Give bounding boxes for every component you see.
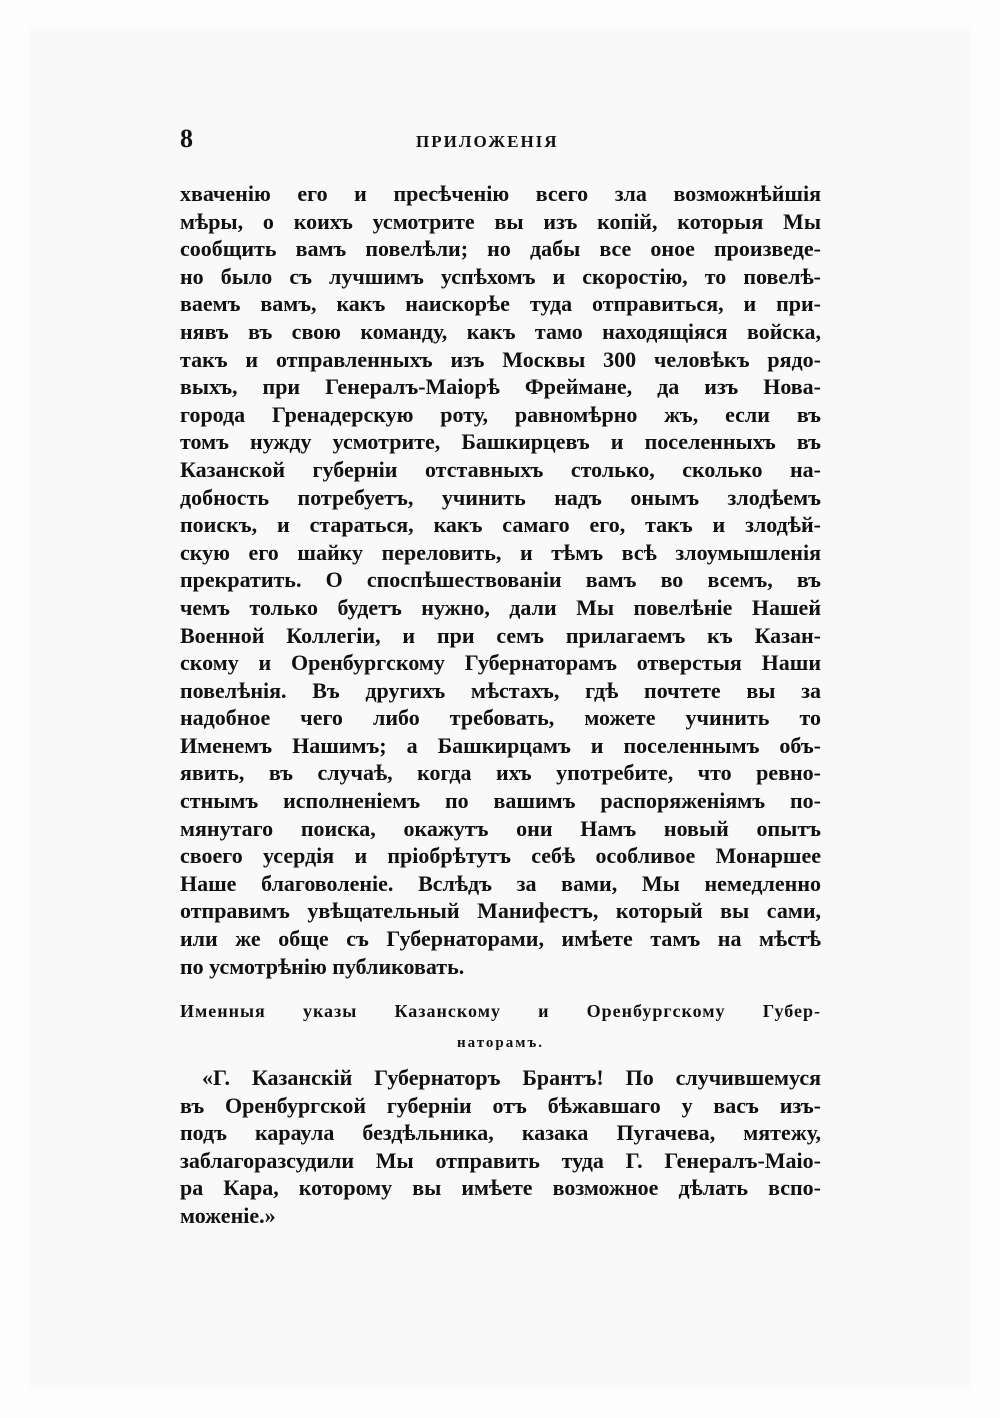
body-line: хваченію его и пресѣченію всего зла возможнѣйшія: [180, 181, 821, 206]
quote-line: ра Кара, которому вы имѣете возможное дѣлать вспо-: [180, 1175, 821, 1201]
body-line: Именемъ Нашимъ; а Башкирцамъ и поселеннымъ объ-: [180, 732, 821, 758]
body-line: надобное чего либо требовать, можете учинить то: [180, 705, 821, 731]
running-head: ПРИЛОЖЕНІЯ: [416, 132, 559, 151]
body-line: явить, въ случаѣ, когда ихъ употребите, что ревно-: [180, 760, 821, 786]
body-line: выхъ, при Генералъ-Маiорѣ Фреймане, да изъ Новa-: [180, 374, 821, 400]
body-line: такъ и отправленныхъ изъ Москвы 300 человѣкъ рядо-: [180, 346, 821, 372]
body-line: сообщить вамъ повелѣли; но дабы все оное произведе-: [180, 236, 821, 262]
decree-quote: [180, 1064, 821, 1230]
body-line: Казанской губерніи отставныхъ столько, сколько на-: [180, 456, 821, 482]
quote-line: заблагоразсудили Мы отправить туда Г. Генералъ-Маіо-: [180, 1147, 821, 1173]
body-line: добность потребуетъ, учинить надъ онымъ злодѣемъ: [180, 484, 821, 510]
body-line: томъ нужду усмотрите, Башкирцевъ и поселенныхъ въ: [180, 429, 821, 455]
body-line: мѣры, о коихъ усмотрите вы изъ копій, которыя Мы: [180, 208, 821, 234]
body-line: Наше благоволеніе. Вслѣдъ за вами, Мы немедленно: [180, 870, 821, 896]
body-line: скому и Оренбургскому Губернаторамъ отверстыя Наши: [180, 650, 821, 676]
body-line: повелѣнія. Въ другихъ мѣстахъ, гдѣ почтете вы за: [180, 677, 821, 703]
body-line: чемъ только будетъ нужно, дали Мы повелѣніе Нашей: [180, 594, 821, 620]
body-line: своего усердія и пріобрѣтутъ себѣ особливое Монаршее: [180, 843, 821, 869]
body-line: отправимъ увѣщательный Манифестъ, который вы сами,: [180, 898, 821, 924]
body-line: Военной Коллегіи, и при семъ прилагаемъ къ Казан-: [180, 622, 821, 648]
quote-line: моженіе.»: [180, 1202, 276, 1228]
body-line: по усмотрѣнію публиковать.: [180, 953, 465, 979]
section-title: [180, 998, 821, 1056]
quote-line: подъ караула бездѣльника, казака Пугачева, мятежу,: [180, 1120, 821, 1146]
body-line: стнымъ исполненіемъ по вашимъ распоряженіямъ по-: [180, 788, 821, 814]
quote-line: «Г. Казанскій Губернаторъ Брантъ! По случившемуся: [202, 1065, 821, 1090]
body-line: или же обще съ Губернаторами, имѣете тамъ на мѣстѣ: [180, 926, 821, 952]
body-line: мянутаго поиска, окажутъ они Намъ новый опытъ: [180, 815, 821, 841]
page-number: 8: [180, 124, 193, 153]
body-line: скую его шайку переловить, и тѣмъ всѣ злоумышленія: [180, 539, 821, 565]
body-text: [180, 180, 821, 980]
body-line: прекратить. О споспѣшествованіи вамъ во всемъ, въ: [180, 567, 821, 593]
body-line: города Гренадерскую роту, равномѣрно жъ, если въ: [180, 401, 821, 427]
body-line: поискъ, и стараться, какъ самаго его, такъ и злодѣй-: [180, 512, 821, 538]
body-line: нявъ въ свою команду, какъ тамо находящіяся войска,: [180, 318, 821, 344]
quote-line: въ Оренбургской губерніи отъ бѣжавшаго у васъ изъ-: [180, 1092, 821, 1118]
section-title-line-1: Именныя указы Казанскому и Оренбургскому Губер-: [180, 1001, 821, 1021]
body-line: но было съ лучшимъ успѣхомъ и скоростію, то повелѣ-: [180, 263, 821, 289]
page-header: [180, 124, 820, 160]
section-title-line-2: наторамъ.: [457, 1035, 544, 1051]
body-line: ваемъ вамъ, какъ наискорѣе туда отправиться, и при-: [180, 291, 821, 317]
